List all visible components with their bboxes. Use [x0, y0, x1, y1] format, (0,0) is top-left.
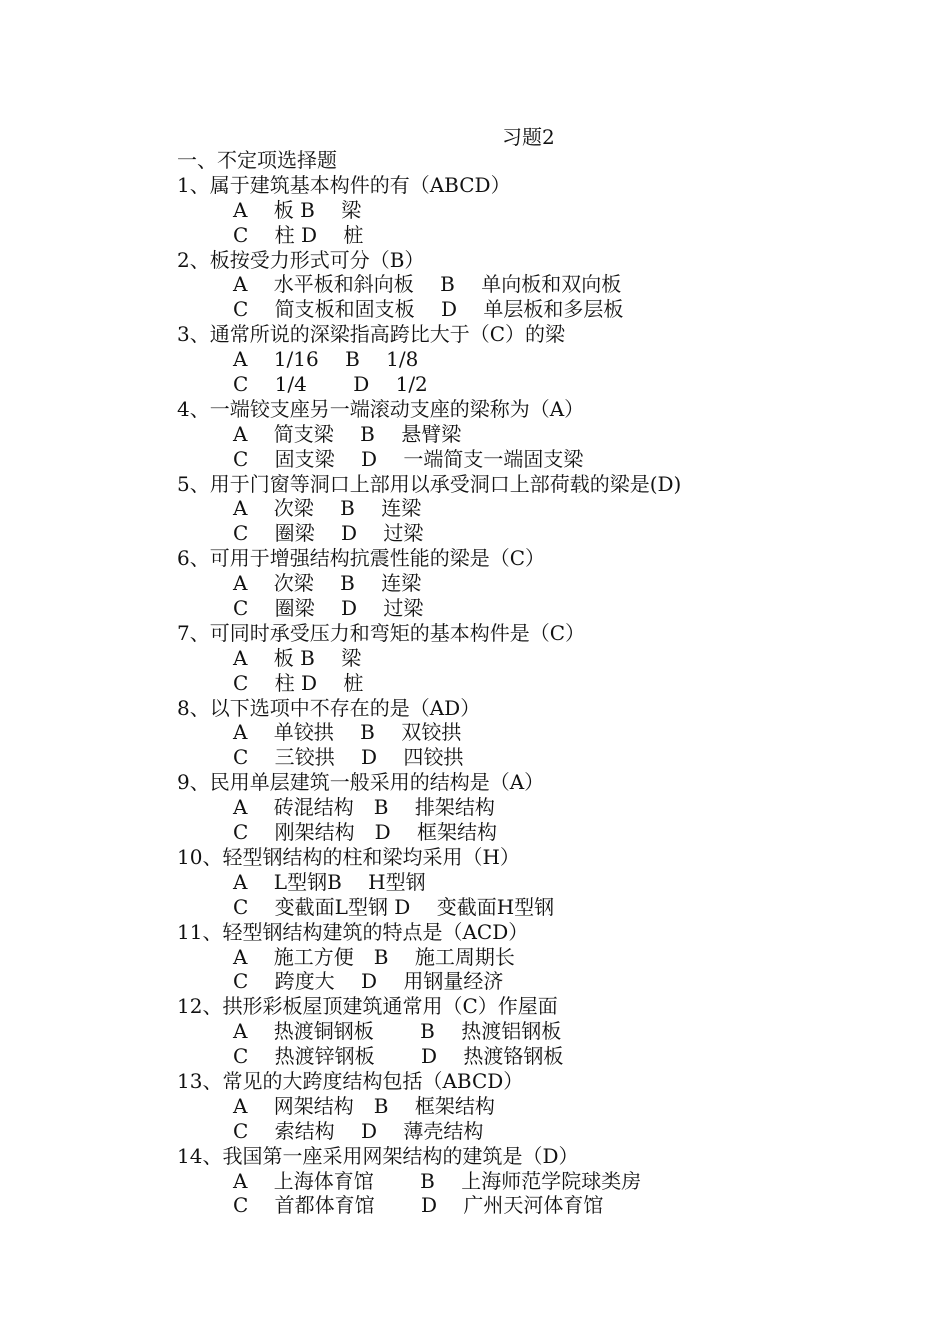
option-row-ab: A 砖混结构 B 排架结构 — [233, 795, 495, 820]
option-row-cd: C 三铰拱 D 四铰拱 — [233, 745, 464, 770]
option-row-cd: C 索结构 D 薄壳结构 — [233, 1118, 484, 1143]
option-row-cd: C 柱 D 桩 — [233, 222, 364, 247]
question-stem: 11、轻型钢结构建筑的特点是（ACD） — [177, 919, 529, 944]
question-stem: 1、属于建筑基本构件的有（ABCD） — [177, 172, 511, 197]
option-row-cd: C 固支梁 D 一端简支一端固支梁 — [233, 446, 584, 471]
option-row-cd: C 变截面L型钢 D 变截面H型钢 — [233, 894, 555, 919]
question-stem: 3、通常所说的深梁指高跨比大于（C）的梁 — [177, 322, 566, 347]
option-row-ab: A 次梁 B 连梁 — [233, 571, 422, 596]
option-row-cd: C 首都体育馆 D 广州天河体育馆 — [233, 1193, 604, 1218]
question-stem: 8、以下选项中不存在的是（AD） — [177, 695, 481, 720]
question-stem: 6、可用于增强结构抗震性能的梁是（C） — [177, 546, 546, 571]
option-row-cd: C 圈梁 D 过梁 — [233, 521, 424, 546]
option-row-ab: A 1/16 B 1/8 — [233, 347, 419, 372]
option-row-ab: A 施工方便 B 施工周期长 — [233, 944, 515, 969]
question-stem: 10、轻型钢结构的柱和梁均采用（H） — [177, 844, 520, 869]
option-row-ab: A 网架结构 B 框架结构 — [233, 1093, 495, 1118]
option-row-cd: C 热渡锌钢板 D 热渡铬钢板 — [233, 1044, 564, 1069]
option-row-ab: A 热渡铜钢板 B 热渡铝钢板 — [233, 1019, 562, 1044]
question-stem: 7、可同时承受压力和弯矩的基本构件是（C） — [177, 620, 586, 645]
question-stem: 9、民用单层建筑一般采用的结构是（A） — [177, 770, 545, 795]
section-heading: 一、不定项选择题 — [177, 148, 337, 172]
option-row-cd: C 1/4 D 1/2 — [233, 372, 428, 397]
question-stem: 12、拱形彩板屋顶建筑通常用（C）作屋面 — [177, 994, 558, 1019]
question-list — [177, 173, 897, 1218]
option-row-ab: A 板 B 梁 — [233, 645, 362, 670]
question-stem: 5、用于门窗等洞口上部用以承受洞口上部荷载的梁是(D) — [177, 471, 682, 496]
option-row-ab: A 次梁 B 连梁 — [233, 496, 422, 521]
option-row-cd: C 圈梁 D 过梁 — [233, 596, 424, 621]
option-row-cd: C 跨度大 D 用钢量经济 — [233, 969, 504, 994]
option-row-ab: A 上海体育馆 B 上海师范学院球类房 — [233, 1168, 642, 1193]
question-stem: 14、我国第一座采用网架结构的建筑是（D） — [177, 1143, 579, 1168]
option-row-cd: C 柱 D 桩 — [233, 670, 364, 695]
option-row-ab: A L型钢B H型钢 — [233, 869, 426, 894]
option-row-ab: A 简支梁 B 悬臂梁 — [233, 421, 462, 446]
option-row-cd: C 刚架结构 D 框架结构 — [233, 820, 498, 845]
exercise-content — [177, 148, 897, 1218]
option-row-ab: A 水平板和斜向板 B 单向板和双向板 — [233, 272, 622, 297]
question-stem: 13、常见的大跨度结构包括（ABCD） — [177, 1068, 524, 1093]
option-row-ab: A 单铰拱 B 双铰拱 — [233, 720, 462, 745]
question-stem: 2、板按受力形式可分（B） — [177, 247, 425, 272]
question-stem: 4、一端铰支座另一端滚动支座的梁称为（A） — [177, 396, 585, 421]
option-row-cd: C 简支板和固支板 D 单层板和多层板 — [233, 297, 624, 322]
page-title: 习题2 — [502, 125, 555, 149]
option-row-ab: A 板 B 梁 — [233, 197, 362, 222]
